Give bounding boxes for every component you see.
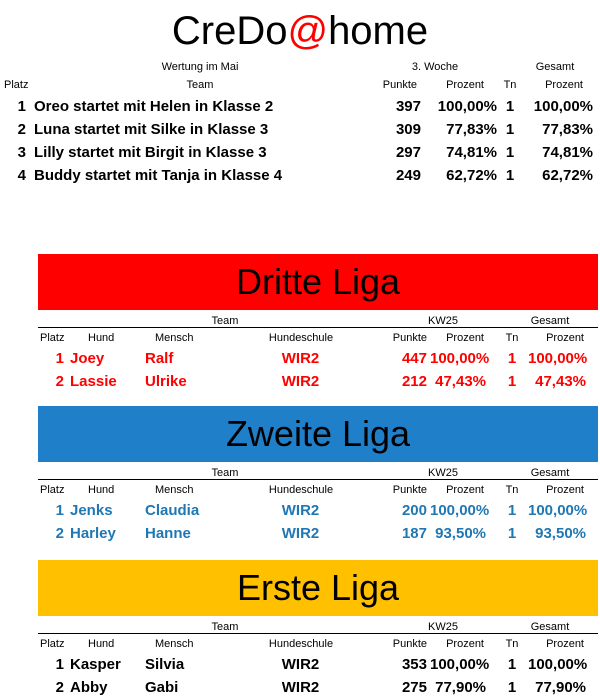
league-tn-header: Tn (505, 638, 519, 650)
row-mensch: Gabi (145, 679, 179, 696)
league-punkte-header: Punkte (392, 638, 427, 650)
league-team-label: Team (211, 467, 239, 479)
row-platz: 1 (17, 98, 26, 115)
row-gesamt: 77,90% (535, 679, 586, 696)
league-prozent2-header: Prozent (546, 332, 584, 344)
row-platz: 2 (55, 525, 64, 542)
row-punkte: 309 (395, 121, 421, 138)
league-divider (38, 633, 598, 634)
row-gesamt: 100,00% (528, 350, 588, 367)
league-tn-header: Tn (505, 484, 519, 496)
row-tn: 1 (507, 373, 517, 390)
league-divider (38, 327, 598, 328)
row-platz: 1 (55, 350, 64, 367)
row-tn: 1 (505, 167, 515, 184)
row-hund: Jenks (70, 502, 113, 519)
row-platz: 4 (17, 167, 26, 184)
at-sign: @ (287, 9, 329, 53)
row-gesamt: 100,00% (533, 98, 593, 115)
league-banner: Erste Liga (38, 560, 598, 616)
league-divider (38, 479, 598, 480)
row-prozent: 93,50% (435, 525, 486, 542)
row-mensch: Silvia (145, 656, 185, 673)
row-gesamt: 77,83% (542, 121, 593, 138)
league-team-label: Team (211, 621, 239, 633)
row-platz: 2 (55, 373, 64, 390)
row-prozent: 100,00% (430, 350, 490, 367)
row-schule: WIR2 (281, 525, 320, 542)
overview-tn-header: Tn (503, 79, 517, 91)
row-mensch: Ralf (145, 350, 174, 367)
league-team-label: Team (211, 315, 239, 327)
row-punkte: 397 (395, 98, 421, 115)
league-tn-header: Tn (505, 332, 519, 344)
row-gesamt: 74,81% (542, 144, 593, 161)
league-hundeschule-header: Hundeschule (268, 484, 334, 496)
row-gesamt: 100,00% (528, 502, 588, 519)
league-prozent-header: Prozent (446, 638, 484, 650)
overview-platz-header: Platz (4, 79, 29, 91)
row-prozent: 47,43% (435, 373, 486, 390)
row-tn: 1 (507, 679, 517, 696)
overview-woche-label: 3. Woche (411, 61, 459, 73)
row-gesamt: 93,50% (535, 525, 586, 542)
league-platz-header: Platz (40, 638, 65, 650)
league-banner: Dritte Liga (38, 254, 598, 310)
league-prozent2-header: Prozent (546, 484, 584, 496)
row-hund: Lassie (70, 373, 117, 390)
row-punkte: 297 (395, 144, 421, 161)
row-team: Lilly startet mit Birgit in Klasse 3 (34, 144, 267, 161)
row-mensch: Ulrike (145, 373, 187, 390)
league-mensch-header: Mensch (155, 638, 194, 650)
row-tn: 1 (507, 502, 517, 519)
overview-gesamt-label: Gesamt (535, 61, 575, 73)
league-mensch-header: Mensch (155, 332, 194, 344)
row-prozent: 77,90% (435, 679, 486, 696)
row-mensch: Hanne (145, 525, 191, 542)
league-hund-header: Hund (88, 638, 115, 650)
row-prozent: 74,81% (446, 144, 497, 161)
row-hund: Joey (70, 350, 105, 367)
league-hund-header: Hund (88, 332, 115, 344)
overview-punkte-header: Punkte (382, 79, 417, 91)
row-tn: 1 (507, 350, 517, 367)
league-gesamt-label: Gesamt (530, 315, 570, 327)
league-prozent-header: Prozent (446, 484, 484, 496)
overview-team-header: Team (186, 79, 214, 91)
row-platz: 2 (55, 679, 64, 696)
row-tn: 1 (505, 121, 515, 138)
row-tn: 1 (507, 656, 517, 673)
row-schule: WIR2 (281, 373, 320, 390)
row-schule: WIR2 (281, 350, 320, 367)
league-hund-header: Hund (88, 484, 115, 496)
row-platz: 1 (55, 502, 64, 519)
row-schule: WIR2 (281, 656, 320, 673)
league-prozent2-header: Prozent (546, 638, 584, 650)
league-punkte-header: Punkte (392, 332, 427, 344)
row-punkte: 200 (401, 502, 427, 519)
row-schule: WIR2 (281, 502, 320, 519)
league-gesamt-label: Gesamt (530, 467, 570, 479)
league-punkte-header: Punkte (392, 484, 427, 496)
row-prozent: 100,00% (430, 656, 490, 673)
row-platz: 1 (55, 656, 64, 673)
league-prozent-header: Prozent (446, 332, 484, 344)
row-gesamt: 62,72% (542, 167, 593, 184)
row-mensch: Claudia (145, 502, 200, 519)
row-prozent: 77,83% (446, 121, 497, 138)
league-kw-label: KW25 (428, 315, 458, 327)
league-banner: Zweite Liga (38, 406, 598, 462)
league-platz-header: Platz (40, 332, 65, 344)
row-team: Luna startet mit Silke in Klasse 3 (34, 121, 269, 138)
overview-wertung-label: Wertung im Mai (161, 61, 239, 73)
row-punkte: 187 (401, 525, 427, 542)
row-punkte: 275 (401, 679, 427, 696)
row-gesamt: 100,00% (528, 656, 588, 673)
row-punkte: 353 (401, 656, 427, 673)
page-title: CreDo@home (171, 9, 429, 53)
row-hund: Kasper (70, 656, 121, 673)
league-gesamt-label: Gesamt (530, 621, 570, 633)
row-tn: 1 (505, 144, 515, 161)
row-team: Oreo startet mit Helen in Klasse 2 (34, 98, 274, 115)
row-hund: Harley (70, 525, 116, 542)
league-kw-label: KW25 (428, 467, 458, 479)
row-punkte: 249 (395, 167, 421, 184)
overview-prozent-header: Prozent (446, 79, 484, 91)
row-platz: 3 (17, 144, 26, 161)
row-punkte: 212 (401, 373, 427, 390)
row-schule: WIR2 (281, 679, 320, 696)
row-gesamt: 47,43% (535, 373, 586, 390)
league-mensch-header: Mensch (155, 484, 194, 496)
row-platz: 2 (17, 121, 26, 138)
row-team: Buddy startet mit Tanja in Klasse 4 (34, 167, 283, 184)
row-hund: Abby (70, 679, 108, 696)
row-prozent: 100,00% (430, 502, 490, 519)
overview-prozent2-header: Prozent (545, 79, 583, 91)
row-punkte: 447 (401, 350, 427, 367)
row-prozent: 62,72% (446, 167, 497, 184)
row-tn: 1 (507, 525, 517, 542)
league-hundeschule-header: Hundeschule (268, 332, 334, 344)
league-kw-label: KW25 (428, 621, 458, 633)
league-platz-header: Platz (40, 484, 65, 496)
row-tn: 1 (505, 98, 515, 115)
league-hundeschule-header: Hundeschule (268, 638, 334, 650)
row-prozent: 100,00% (437, 98, 497, 115)
